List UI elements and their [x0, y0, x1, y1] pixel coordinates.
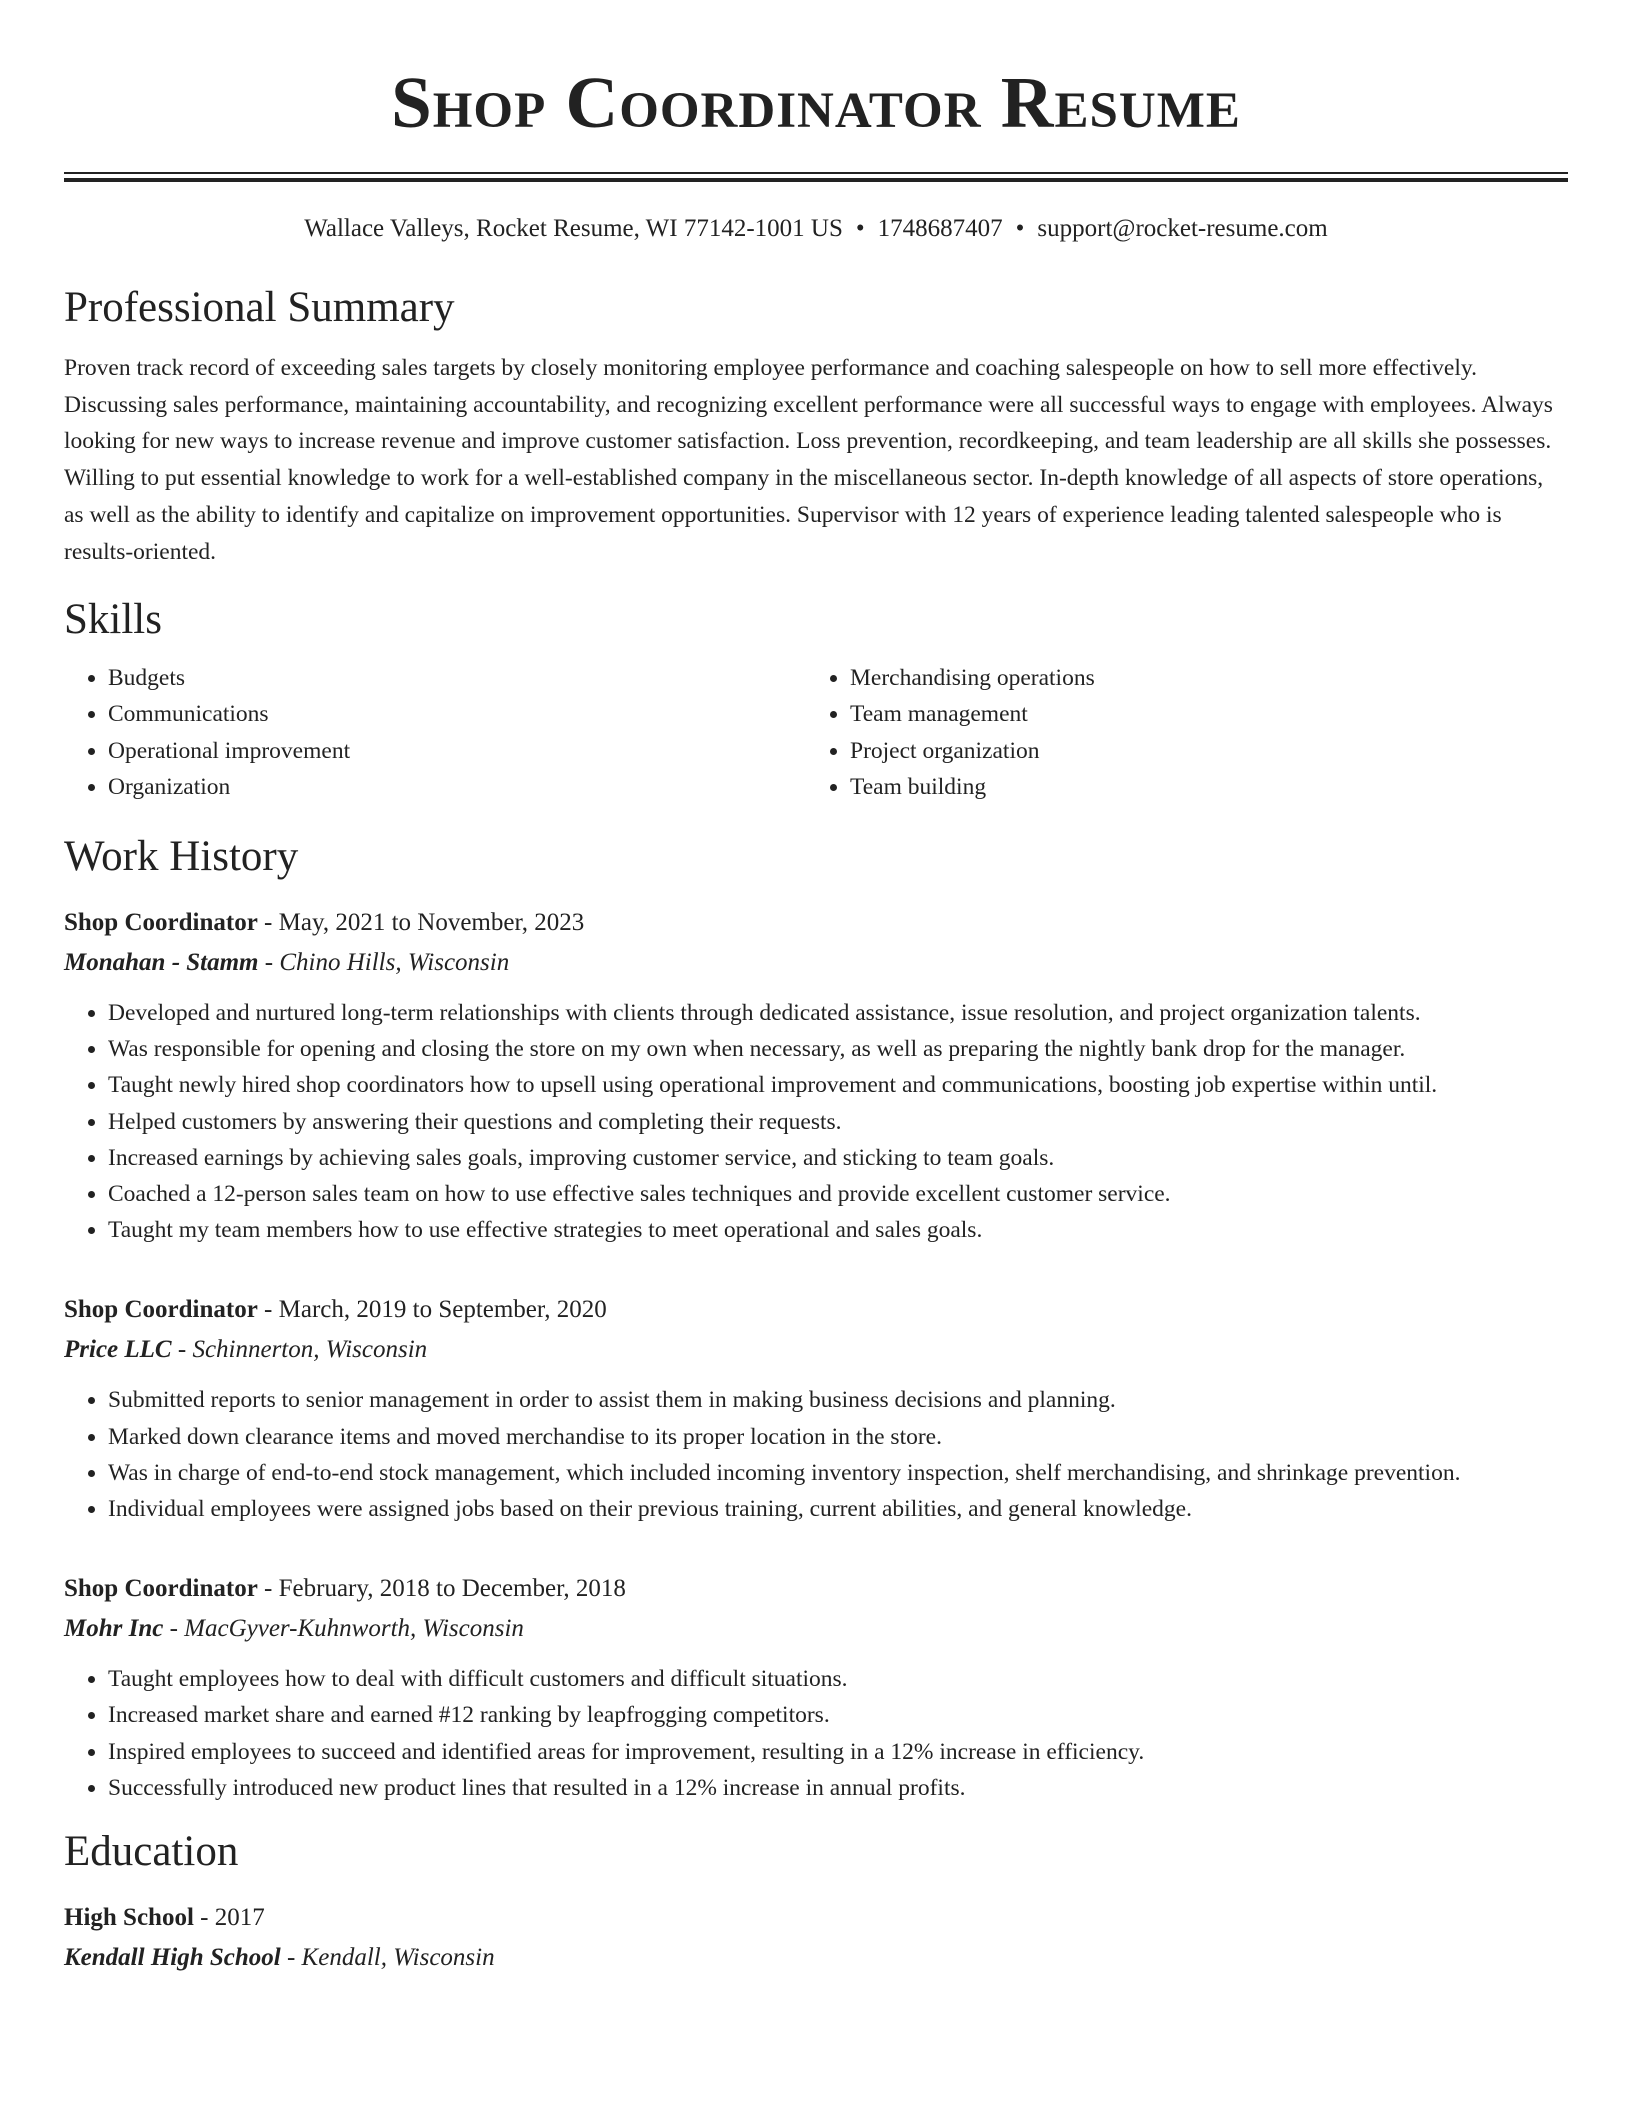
job-entry [64, 1290, 1568, 1527]
job-location: MacGyver-Kuhnworth, Wisconsin [184, 1615, 524, 1643]
contact-separator: • [855, 215, 865, 242]
dash-separator: - [193, 1904, 215, 1932]
job-duty: • Increased earnings by achieving sales goals, improving customer service, and sticking to team goals. [108, 1140, 1568, 1176]
job-duty: • Was in charge of end-to-end stock management, which included incoming inventory inspection, shelf merchandising, and shrinkage prevention. [108, 1455, 1568, 1491]
dash-separator: - [257, 1296, 279, 1324]
title-divider [64, 172, 1568, 182]
job-location: Schinnerton, Wisconsin [192, 1336, 428, 1364]
job-duty: • Taught employees how to deal with difficult customers and difficult situations. [108, 1661, 1568, 1697]
education-degree-line [64, 1898, 1568, 1938]
job-title-line [64, 903, 1568, 943]
dash-separator: - [258, 949, 280, 977]
skill-item: • Operational improvement [108, 733, 806, 769]
job-duty: • Inspired employees to succeed and identified areas for improvement, resulting in a 12% increase in efficiency. [108, 1734, 1568, 1770]
skill-item: • Team building [850, 769, 1568, 805]
job-company-line [64, 1330, 1568, 1370]
contact-phone: 1748687407 [877, 215, 1003, 242]
job-role: Shop Coordinator [64, 1575, 258, 1603]
job-duty: • Was responsible for opening and closing the store on my own when necessary, as well as preparing the nightly bank drop for the manager. [108, 1031, 1568, 1067]
job-duty: • Taught newly hired shop coordinators how to upsell using operational improvement and communications, boosting job expertise within until. [108, 1067, 1568, 1103]
education-location: Kendall, Wisconsin [301, 1944, 495, 1972]
education-degree: High School [64, 1904, 194, 1932]
education-heading: Education [64, 1828, 239, 1876]
job-role: Shop Coordinator [64, 1296, 258, 1324]
job-duties [64, 995, 1568, 1248]
job-duty: • Successfully introduced new product lines that resulted in a 12% increase in annual profits. [108, 1770, 1568, 1806]
dash-separator: - [280, 1944, 302, 1972]
job-duty: • Taught my team members how to use effective strategies to meet operational and sales goals. [108, 1212, 1568, 1248]
skill-item: • Project organization [850, 733, 1568, 769]
skills-heading: Skills [64, 596, 162, 644]
dash-separator: - [257, 909, 279, 937]
job-duty: • Individual employees were assigned jobs based on their previous training, current abilities, and general knowledge. [108, 1491, 1568, 1527]
job-duty: • Helped customers by answering their questions and completing their requests. [108, 1104, 1568, 1140]
job-entry [64, 1569, 1568, 1806]
job-duties [64, 1661, 1568, 1806]
job-company: Price LLC [64, 1336, 172, 1364]
job-entry [64, 903, 1568, 1248]
dash-separator: - [171, 1336, 193, 1364]
job-duty: • Marked down clearance items and moved merchandise to its proper location in the store. [108, 1419, 1568, 1455]
education-entry [64, 1898, 1568, 1978]
job-company-line [64, 943, 1568, 983]
job-location: Chino Hills, Wisconsin [279, 949, 510, 977]
skills-list-left [64, 660, 806, 805]
contact-line [64, 214, 1568, 244]
education-year: 2017 [214, 1904, 265, 1932]
resume-title: Shop Coordinator Resume [391, 62, 1241, 143]
education-school: Kendall High School [64, 1944, 281, 1972]
job-company: Monahan - Stamm [64, 949, 259, 977]
job-title-line [64, 1569, 1568, 1609]
skill-item: • Team management [850, 696, 1568, 732]
skill-item: • Communications [108, 696, 806, 732]
dash-separator: - [257, 1575, 279, 1603]
skills-list-right [806, 660, 1568, 805]
skill-item: • Budgets [108, 660, 806, 696]
skills-grid [64, 660, 1568, 805]
job-duty: • Submitted reports to senior management in order to assist them in making business decisions and planning. [108, 1382, 1568, 1418]
education-school-line [64, 1938, 1568, 1978]
summary-text: Proven track record of exceeding sales targets by closely monitoring employee performance and coaching salespeople on how to sell more effectively. Discussing sales performance, maintaining accountability, and recognizing excellent performance were all successful ways to engage with employees. Always looking for new ways to increase revenue and improve customer satisfaction. Loss prevention, recordkeeping, and team leadership are all skills she possesses. Willing to put essential knowledge to work for a well-established company in the miscellaneous sector. In-depth knowledge of all aspects of store operations, as well as the ability to identify and capitalize on improvement opportunities. Supervisor with 12 years of experience leading talented salespeople who is results-oriented. [64, 355, 1553, 565]
job-duties [64, 1382, 1568, 1527]
job-duty: • Increased market share and earned #12 ranking by leapfrogging competitors. [108, 1697, 1568, 1733]
job-duty: • Coached a 12-person sales team on how to use effective sales techniques and provide excellent customer service. [108, 1176, 1568, 1212]
contact-email: support@rocket-resume.com [1037, 215, 1328, 242]
job-company: Mohr Inc [64, 1615, 164, 1643]
skill-item: • Merchandising operations [850, 660, 1568, 696]
job-dates: May, 2021 to November, 2023 [278, 909, 585, 937]
dash-separator: - [163, 1615, 185, 1643]
contact-separator: • [1015, 215, 1025, 242]
job-dates: February, 2018 to December, 2018 [278, 1575, 626, 1603]
summary-heading: Professional Summary [64, 284, 455, 331]
contact-address: Wallace Valleys, Rocket Resume, WI 77142-1001 US [304, 215, 843, 242]
job-company-line [64, 1609, 1568, 1649]
skill-item: • Organization [108, 769, 806, 805]
work-history-heading: Work History [64, 833, 299, 881]
job-dates: March, 2019 to September, 2020 [278, 1296, 607, 1324]
job-duty: • Developed and nurtured long-term relationships with clients through dedicated assistance, issue resolution, and project organization talents. [108, 995, 1568, 1031]
job-role: Shop Coordinator [64, 909, 258, 937]
job-title-line [64, 1290, 1568, 1330]
